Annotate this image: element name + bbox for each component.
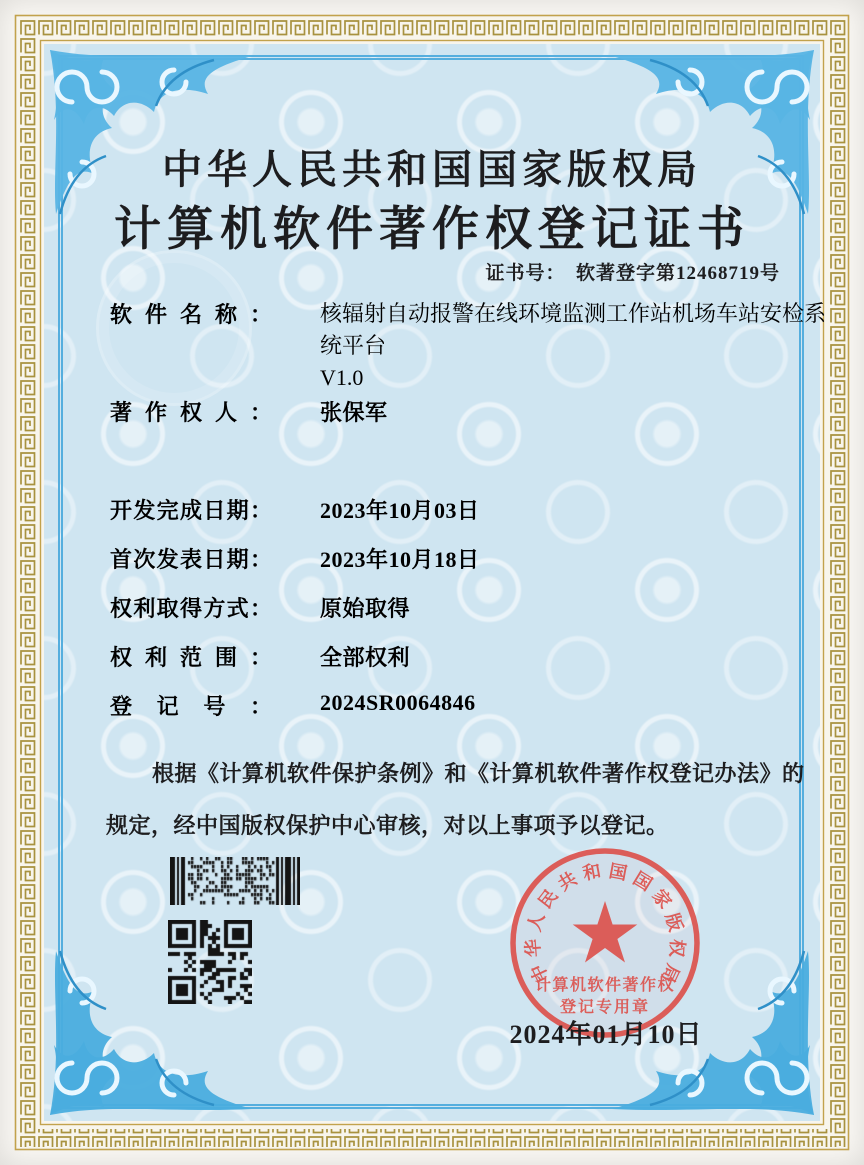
svg-text:华: 华: [522, 938, 544, 958]
svg-text:中: 中: [526, 961, 553, 986]
registration-number-value: 2024SR0064846: [320, 690, 476, 715]
field-copyright-owner: [110, 396, 388, 427]
software-name-label: 软件名称：: [110, 302, 272, 327]
dev-complete-date-value: 2023年10月03日: [320, 498, 480, 523]
field-right-scope: [110, 641, 410, 672]
svg-text:和: 和: [581, 860, 603, 884]
official-seal-stamp: [505, 843, 705, 1043]
certificate-number-label: 证书号：: [485, 263, 566, 284]
right-acquire-method-value: 原始取得: [320, 596, 411, 621]
field-right-acquire-method: [110, 592, 410, 623]
field-software-name: [110, 298, 826, 394]
first-publish-date-label: 首次发表日期：: [110, 547, 272, 572]
seal-inner-line2: 登记专用章: [559, 999, 651, 1016]
svg-text:家: 家: [648, 885, 676, 913]
issue-date: 2024年01月10日: [509, 1020, 703, 1049]
barcode-image: [170, 857, 300, 905]
registration-number-label: 登记号：: [110, 694, 272, 719]
field-registration-number: [110, 690, 476, 721]
svg-text:局: 局: [657, 961, 684, 986]
qr-code-image: [168, 920, 252, 1004]
svg-text:权: 权: [666, 938, 688, 958]
authority-title: 中华人民共和国国家版权局: [162, 147, 702, 192]
svg-text:共: 共: [554, 868, 581, 895]
field-first-publish-date: [110, 543, 480, 574]
copyright-owner-label: 著作权人：: [110, 400, 272, 425]
first-publish-date-value: 2023年10月18日: [320, 547, 480, 572]
seal-inner-line1: 计算机软件著作权: [534, 977, 676, 994]
software-name-value: 核辐射自动报警在线环境监测工作站机场车站安检系 统平台 V1.0: [320, 301, 827, 390]
registration-statement: 根据《计算机软件保护条例》和《计算机软件著作权登记办法》的 规定，经中国版权保护中心审核，对以上事项予以登记。: [106, 761, 805, 838]
copyright-owner-value: 张保军: [320, 400, 388, 425]
right-acquire-method-label: 权利取得方式：: [110, 596, 272, 621]
dev-complete-date-label: 开发完成日期：: [110, 498, 272, 523]
svg-text:民: 民: [534, 885, 562, 913]
svg-text:国: 国: [629, 868, 656, 895]
field-dev-complete-date: [110, 494, 480, 525]
right-scope-label: 权利范围：: [110, 645, 272, 670]
right-scope-value: 全部权利: [320, 645, 411, 670]
svg-text:版: 版: [661, 910, 687, 934]
certificate-number-value: 软著登字第12468719号: [575, 263, 780, 284]
certificate-number: [485, 258, 780, 285]
certificate-title: 计算机软件著作权登记证书: [114, 204, 750, 256]
svg-text:国: 国: [607, 860, 629, 884]
svg-text:人: 人: [523, 910, 549, 934]
